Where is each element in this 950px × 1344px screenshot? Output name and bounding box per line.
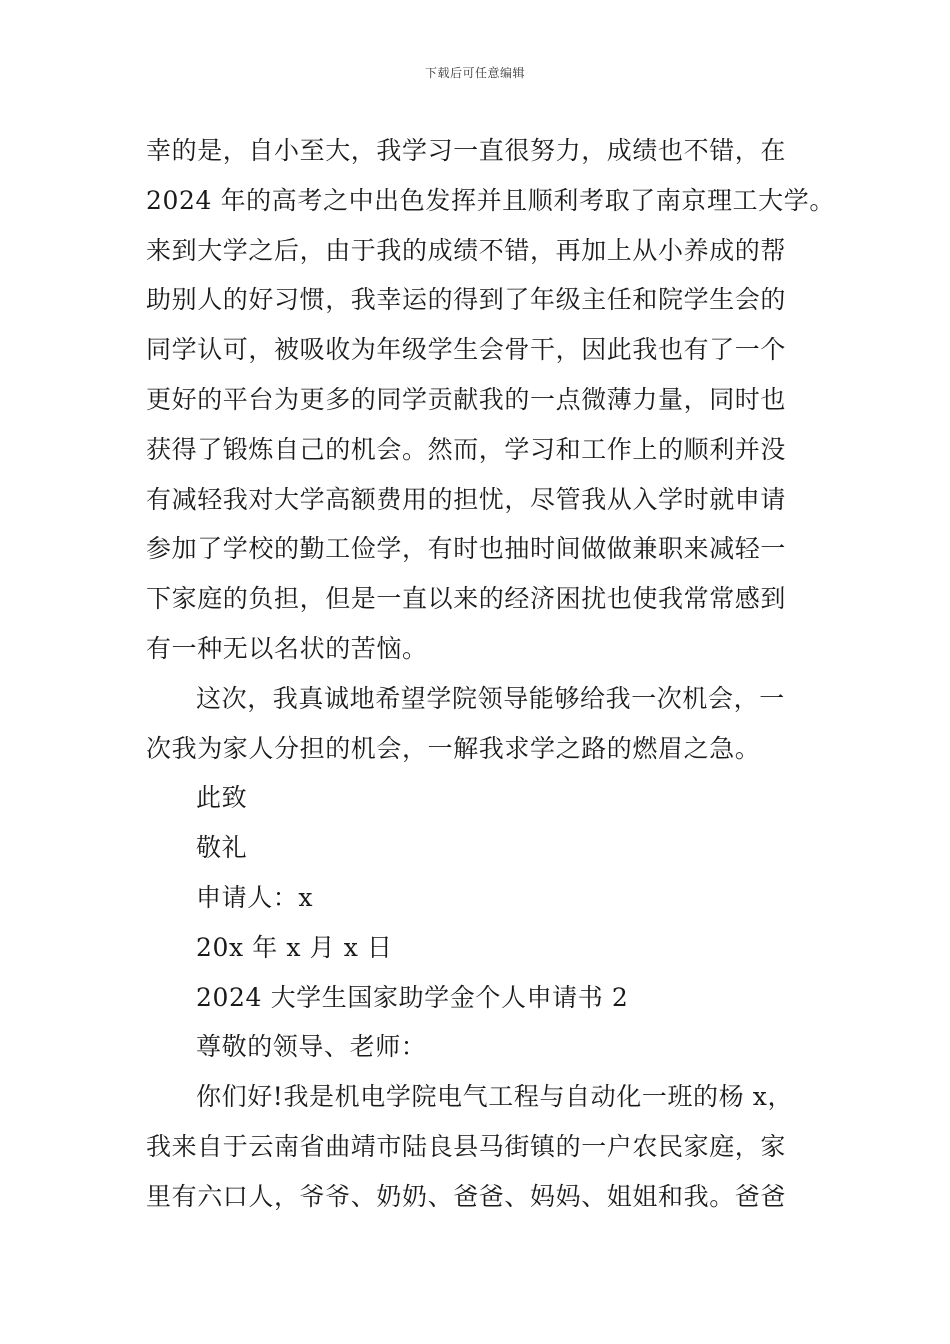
closing-salutation: 此致 [196, 783, 248, 813]
document-body [146, 126, 835, 1222]
body-line: 2024 年的高考之中出色发挥并且顺利考取了南京理工大学。 [146, 185, 835, 215]
page-header-note: 下载后可任意编辑 [424, 66, 525, 80]
applicant-signature: 申请人：x [196, 882, 314, 912]
section-title: 2024 大学生国家助学金个人申请书 2 [196, 982, 629, 1012]
body-line: 助别人的好习惯，我幸运的得到了年级主任和院学生会的 [146, 285, 787, 315]
body-line: 获得了锻炼自己的机会。然而，学习和工作上的顺利并没 [146, 434, 787, 464]
body-line: 同学认可，被吸收为年级学生会骨干，因此我也有了一个 [146, 335, 787, 365]
body-line: 我来自于云南省曲靖市陆良县马街镇的一户农民家庭，家 [146, 1131, 787, 1161]
closing-regards: 敬礼 [196, 833, 248, 863]
paragraph-start-line: 你们好!我是机电学院电气工程与自动化一班的杨 x， [196, 1082, 794, 1112]
paragraph-start-line: 这次，我真诚地希望学院领导能够给我一次机会，一 [196, 683, 785, 713]
signature-date: 20x 年 x 月 x 日 [196, 932, 393, 962]
body-line: 更好的平台为更多的同学贡献我的一点微薄力量，同时也 [146, 384, 787, 414]
body-line: 里有六口人，爷爷、奶奶、爸爸、妈妈、姐姐和我。爸爸 [146, 1181, 787, 1211]
body-line: 次我为家人分担的机会，一解我求学之路的燃眉之急。 [146, 733, 761, 763]
body-line: 下家庭的负担，但是一直以来的经济困扰也使我常常感到 [146, 584, 787, 614]
body-line: 有减轻我对大学高额费用的担忧，尽管我从入学时就申请 [146, 484, 787, 514]
body-line: 参加了学校的勤工俭学，有时也抽时间做做兼职来减轻一 [146, 534, 787, 564]
body-line: 幸的是，自小至大，我学习一直很努力，成绩也不错，在 [146, 136, 787, 165]
greeting-line: 尊敬的领导、老师： [196, 1032, 427, 1062]
body-line: 有一种无以名状的苦恼。 [146, 633, 428, 663]
body-line: 来到大学之后，由于我的成绩不错，再加上从小养成的帮 [146, 235, 787, 265]
